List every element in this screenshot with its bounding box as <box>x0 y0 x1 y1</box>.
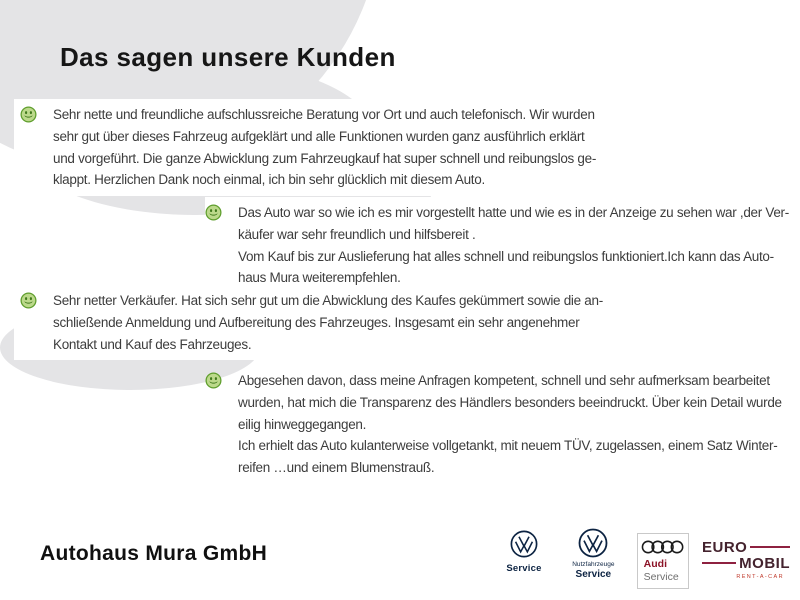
company-name: Autohaus Mura GmbH <box>40 542 268 565</box>
testimonial-line: haus Mura weiterempfehlen. <box>238 270 401 286</box>
testimonial-line: schließende Anmeldung und Aufbereitung des Fahrzeuges. Insgesamt ein sehr angenehmer <box>53 314 580 330</box>
nutzfahrzeuge-service-label: Service <box>575 569 612 580</box>
testimonial-line: eilig hinweggegangen. <box>238 416 367 432</box>
testimonial-line: und vorgeführt. Die ganze Abwicklung zum Fahrzeugkauf hat super schnell und reibungslos ge- <box>53 150 597 166</box>
testimonial-text <box>53 104 596 191</box>
testimonial-card <box>205 365 790 479</box>
testimonial-line: sehr gut über dieses Fahrzeug aufgeklärt und alle Funktionen wurden ganz ausführlich erklärt <box>53 128 585 144</box>
vw-service-logo <box>498 524 550 574</box>
euromobil-rule <box>750 546 790 548</box>
audi-rings-icon <box>641 540 685 554</box>
testimonial-line: käufer war sehr freundlich und hilfsbereit . <box>238 226 476 242</box>
testimonial-text <box>238 370 782 479</box>
vw-service-label: Service <box>506 563 542 574</box>
audi-brand-label: Audi <box>643 558 667 570</box>
euromobil-line-2 <box>702 556 790 572</box>
euromobil-rule <box>702 562 736 564</box>
testimonial-text <box>238 202 789 289</box>
testimonial-line: klappt. Herzlichen Dank noch einmal, ich bin sehr glücklich mit diesem Auto. <box>53 172 485 188</box>
vw-roundel-icon <box>510 530 538 558</box>
testimonial-text <box>53 290 603 355</box>
testimonial-line: Sehr nette und freundliche aufschlussreiche Beratung vor Ort und auch telefonisch. Wir wurden <box>53 107 595 122</box>
audi-service-label: Service <box>643 571 679 583</box>
testimonial-line: reifen …und einem Blumenstrauß. <box>238 460 435 476</box>
vw-roundel-icon <box>578 528 608 558</box>
testimonial-line: Sehr netter Verkäufer. Hat sich sehr gut um die Abwicklung des Kaufes gekümmert sowie die an- <box>53 293 603 308</box>
vw-nutzfahrzeuge-service-logo <box>563 524 623 580</box>
testimonial-line: Das Auto war so wie ich es mir vorgestellt hatte und wie es in der Anzeige zu sehen war ,der Ver- <box>238 205 789 220</box>
testimonial-card <box>14 285 630 360</box>
testimonial-line: Abgesehen davon, dass meine Anfragen kompetent, schnell und sehr aufmerksam bearbeitet <box>238 373 770 388</box>
testimonial-card <box>205 197 789 294</box>
euromobil-word-mobil: MOBIL <box>739 555 790 572</box>
smiley-icon <box>20 292 37 309</box>
nutzfahrzeuge-label: Nutzfahrzeuge <box>572 561 615 568</box>
euromobil-logo <box>702 540 790 580</box>
smiley-icon <box>205 372 222 389</box>
smiley-icon <box>20 106 37 123</box>
audi-service-logo <box>637 533 689 589</box>
page-title: Das sagen unsere Kunden <box>60 42 396 72</box>
testimonial-line: Kontakt und Kauf des Fahrzeuges. <box>53 336 252 352</box>
euromobil-word-euro: EURO <box>701 539 748 556</box>
testimonial-line: wurden, hat mich die Transparenz des Händlers besonders beeindruckt. Über kein Detail wurde <box>238 394 782 410</box>
euromobil-line-1 <box>702 540 790 556</box>
euromobil-tagline: RENT-A-CAR <box>736 574 784 580</box>
testimonial-card <box>14 99 630 196</box>
testimonial-line: Vom Kauf bis zur Auslieferung hat alles schnell und reibungslos funktioniert.Ich kann das Auto- <box>238 248 774 264</box>
dealer-logos <box>498 524 790 589</box>
testimonial-line: Ich erhielt das Auto kulanterweise vollgetankt, mit neuem TÜV, zugelassen, einem Satz Winter- <box>238 438 778 454</box>
smiley-icon <box>205 204 222 221</box>
